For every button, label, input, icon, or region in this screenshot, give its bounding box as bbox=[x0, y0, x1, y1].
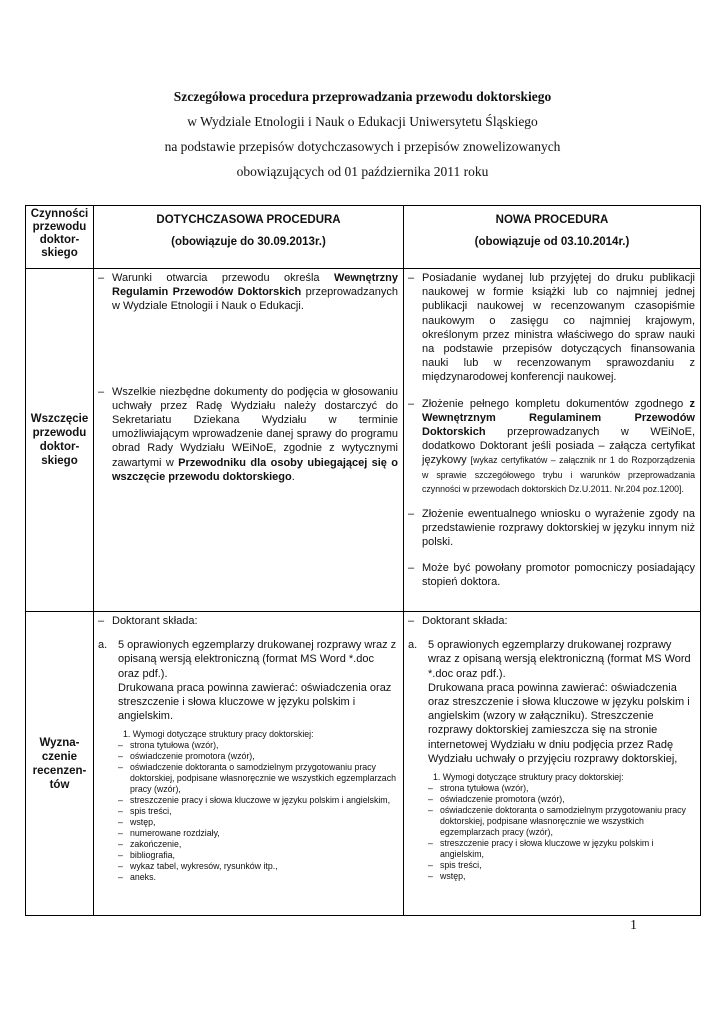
list-item: – Złożenie ewentualnego wniosku o wyrażenie zgody na przedstawienie rozprawy doktorskiej w języku innym niż polski. bbox=[408, 508, 695, 549]
list-item: – oświadczenie doktoranta o samodzielnym przygotowaniu pracy doktorskiej, podpisane własnoręcznie we wszystkich egzemplarzach pracy (wzór), bbox=[118, 762, 396, 795]
list-item: Drukowana praca powinna zawierać: oświadczenia oraz streszczenie i słowa kluczowe w języku polskim i angielskim (wzory w załączniku). Streszczenie rozprawy doktorskiej zamieszcza się na stronie internetowej Wydziału w dniu podjęcia przez Radę Wydziału uchwały o przyjęciu rozprawy doktorskiej, bbox=[428, 681, 690, 765]
list-item: – strona tytułowa (wzór), bbox=[118, 740, 219, 751]
list-item: – Warunki otwarcia przewodu określa Wewnętrzny Regulamin Przewodów Doktorskich przeprowadzanych w Wydziale Etnologii i Nauk o Edukacji. bbox=[98, 272, 398, 313]
list-item: – wykaz tabel, wykresów, rysunków itp., bbox=[118, 861, 278, 872]
header-old-procedure bbox=[94, 206, 404, 269]
header-new-validity: (obowiązuje od 03.10.2014r.) bbox=[474, 236, 630, 248]
list-item: – oświadczenie doktoranta o samodzielnym przygotowaniu pracy doktorskiej, podpisane własnoręcznie we wszystkich egzemplarzach pracy (wzór), bbox=[428, 805, 686, 838]
table-header-row bbox=[26, 206, 701, 269]
list-item: – bibliografia, bbox=[118, 850, 175, 861]
list-item: – Złożenie pełnego kompletu dokumentów zgodnego z Wewnętrznym Regulaminem Przewodów Doktorskich przeprowadzanych w WEiNoE, dodatkowo Doktorant jeśli posiada – załącza certyfikat językowy [wykaz certyfikatów – załącznik nr 1 do Rozporządzenia w sprawie szczegółowego trybu i warunków przeprowadzania czynności w przewodach doktorskich Dz.U.2011. Nr.204 poz.1200]. bbox=[408, 397, 696, 494]
header-old-validity: (obowiązuje do 30.09.2013r.) bbox=[171, 236, 326, 248]
document-title: Szczegółowa procedura przeprowadzania przewodu doktorskiego bbox=[173, 89, 552, 104]
list-item: – Doktorant składa: bbox=[98, 615, 198, 627]
old-reviewers-cell bbox=[94, 612, 404, 916]
header-new-procedure bbox=[404, 206, 701, 269]
page-number: 1 bbox=[630, 918, 637, 933]
list-item: – Może być powołany promotor pomocniczy posiadający stopień doktora. bbox=[408, 561, 695, 588]
structure-requirements-list bbox=[408, 783, 695, 882]
list-item: – spis treści, bbox=[428, 860, 482, 871]
list-item: – zakończenie, bbox=[118, 839, 182, 850]
list-item: – wstęp, bbox=[118, 817, 156, 828]
old-initiation-cell bbox=[94, 269, 404, 612]
list-item: – oświadczenie promotora (wzór), bbox=[118, 751, 255, 762]
list-item: – spis treści, bbox=[118, 806, 172, 817]
structure-requirements-heading: 1. Wymogi dotyczące struktury pracy doktorskiej: bbox=[123, 729, 314, 740]
list-item: Drukowana praca powinna zawierać: oświadczenia oraz streszczenie i słowa kluczowe w języku polskim i angielskim. bbox=[118, 681, 392, 723]
list-item: – streszczenie pracy i słowa kluczowe w języku polskim i angielskim, bbox=[118, 795, 391, 806]
document-subtitle-basis: na podstawie przepisów dotychczasowych i przepisów znowelizowanych bbox=[164, 139, 561, 154]
table-row-reviewers bbox=[26, 612, 701, 916]
table-row-initiation bbox=[26, 269, 701, 612]
structure-requirements-heading: 1. Wymogi dotyczące struktury pracy doktorskiej: bbox=[433, 772, 624, 783]
header-activities: Czynności przewodu doktor-skiego bbox=[26, 206, 94, 269]
list-item: – aneks. bbox=[118, 872, 156, 883]
procedure-table bbox=[25, 205, 701, 916]
list-item: – Doktorant składa: bbox=[408, 615, 508, 627]
document-subtitle-faculty: w Wydziale Etnologii i Nauk o Edukacji Uniwersytetu Śląskiego bbox=[187, 114, 538, 129]
list-item: – strona tytułowa (wzór), bbox=[428, 783, 529, 794]
new-reviewers-cell bbox=[404, 612, 701, 916]
document-subtitle-date: obowiązujących od 01 października 2011 roku bbox=[236, 164, 489, 179]
list-item: – wstęp, bbox=[428, 871, 466, 882]
list-item: – Posiadanie wydanej lub przyjętej do druku publikacji naukowej w formie książki lub co najmniej jednej publikacji naukowej w recenzowanym czasopiśmie naukowym o zasięgu co najmniej krajowym, określonym przez ministra właściwego do spraw nauki na podstawie przepisów dotyczących finansowania nauki lub w recenzowanym sprawozdaniu z międzynarodowej konferencji naukowej. bbox=[408, 272, 695, 384]
row-label-reviewers: Wyzna-czenie recenzen-tów bbox=[26, 612, 94, 916]
list-item: a. 5 oprawionych egzemplarzy drukowanej rozprawy wraz z opisaną wersją elektroniczną (format MS Word *.doc oraz pdf.). bbox=[98, 639, 397, 680]
row-label-initiation: Wszczęcie przewodu doktor-skiego bbox=[26, 269, 94, 612]
list-item: – numerowane rozdziały, bbox=[118, 828, 220, 839]
new-initiation-cell bbox=[404, 269, 701, 612]
list-item: – oświadczenie promotora (wzór), bbox=[428, 794, 565, 805]
structure-requirements-list bbox=[98, 740, 398, 883]
list-item: – streszczenie pracy i słowa kluczowe w języku polskim i angielskim, bbox=[428, 838, 654, 860]
header-old-title: DOTYCHCZASOWA PROCEDURA bbox=[156, 214, 341, 226]
list-item: – Wszelkie niezbędne dokumenty do podjęcia w głosowaniu uchwały przez Radę Wydziału należy dostarczyć do Sekretariatu Dziekana Wydziału w terminie umożliwiającym wprowadzenie danej sprawy do programu obrad Rady Wydziału WEiNoE, zgodnie z wytycznymi zawartymi w Przewodniku dla osoby ubiegającej się o wszczęcie przewodu doktorskiego. bbox=[98, 385, 399, 483]
document-title-block bbox=[0, 84, 725, 184]
list-item: a. 5 oprawionych egzemplarzy drukowanej rozprawy wraz z opisaną wersją elektroniczną (format MS Word *.doc oraz pdf.). bbox=[408, 639, 691, 680]
header-new-title: NOWA PROCEDURA bbox=[495, 214, 609, 226]
